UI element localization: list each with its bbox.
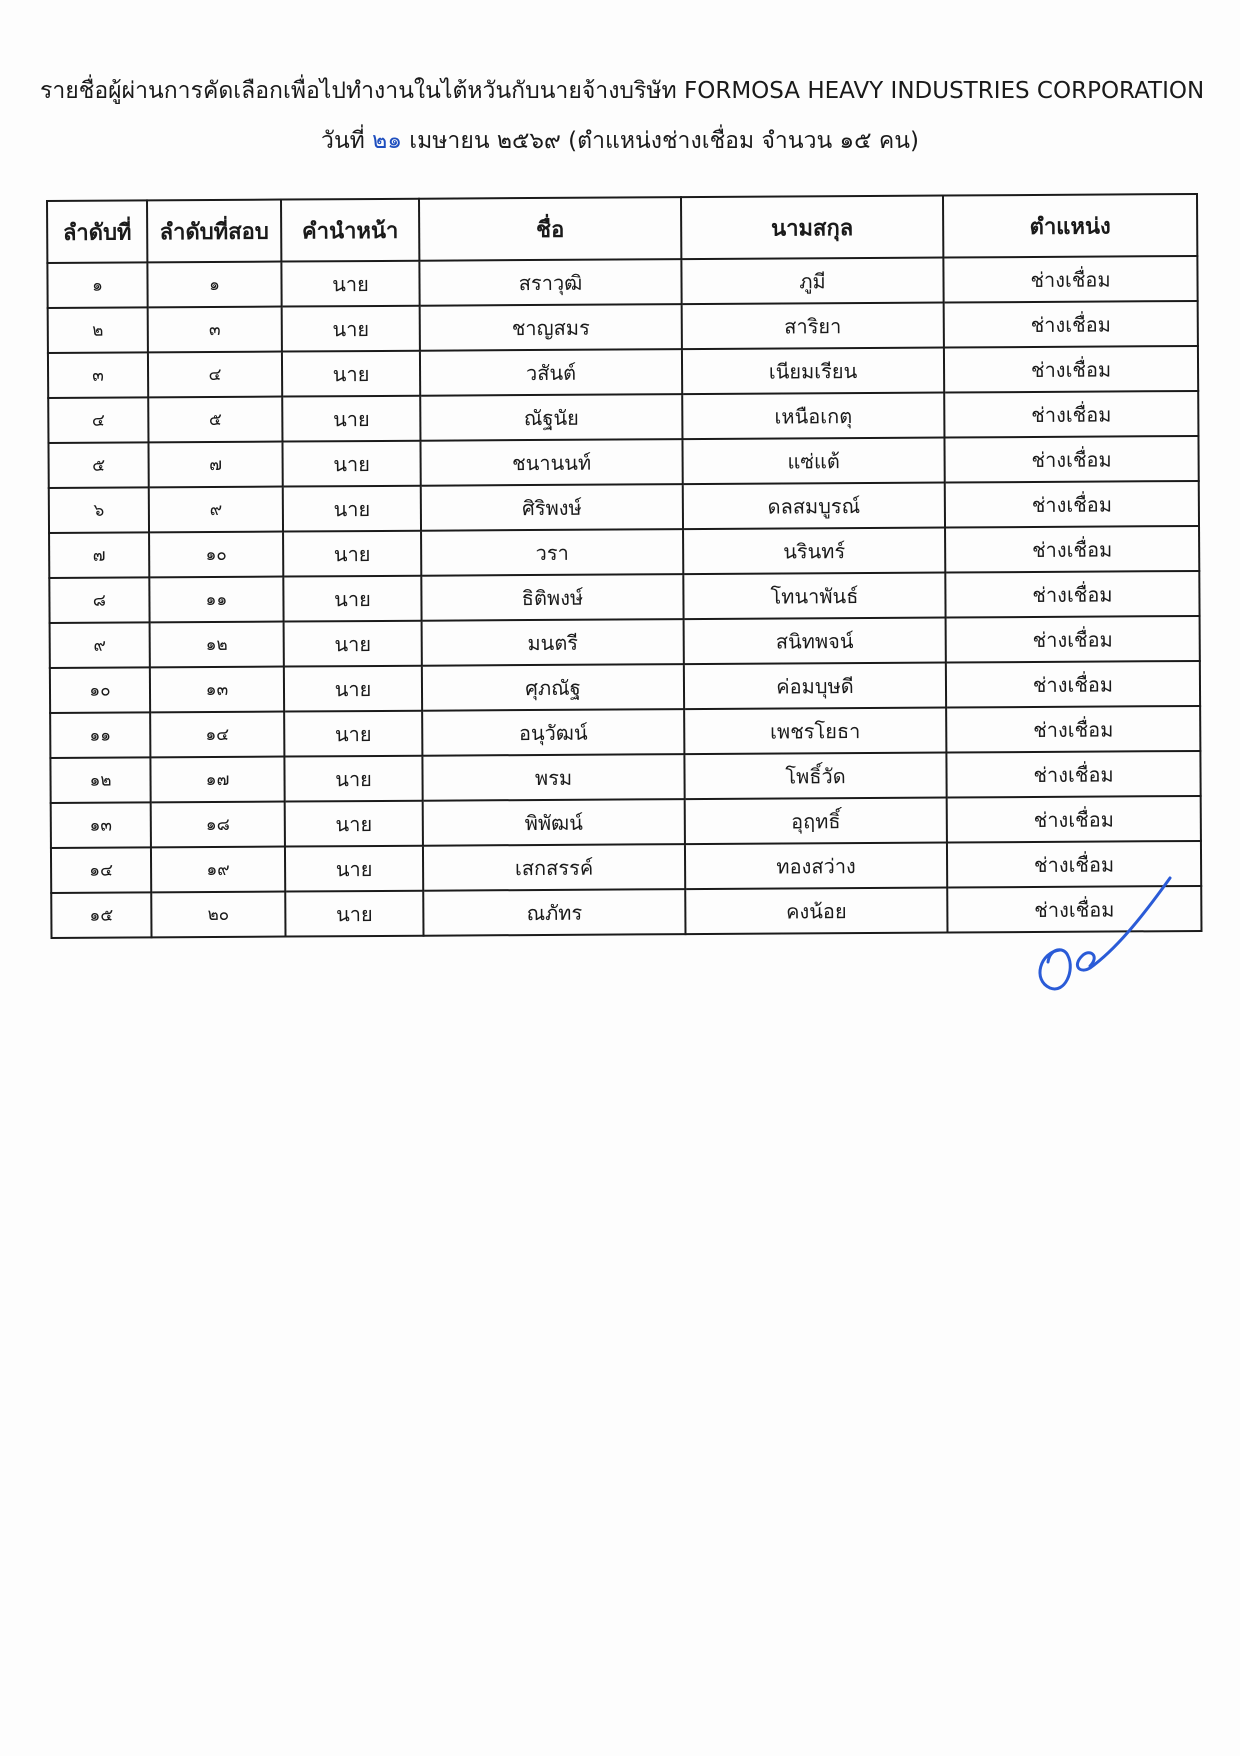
cell-last-name: แซ่แต้ <box>682 438 944 485</box>
cell-first-name: อนุวัฒน์ <box>422 709 684 756</box>
table-row <box>51 796 1201 848</box>
cell-no: ๕ <box>48 442 148 488</box>
cell-position: ช่างเชื่อม <box>944 346 1198 393</box>
cell-prefix: นาย <box>282 306 420 352</box>
cell-first-name: สราวุฒิ <box>419 259 681 306</box>
cell-prefix: นาย <box>283 576 421 622</box>
table-row <box>50 661 1200 713</box>
cell-last-name: สนิทพจน์ <box>684 618 946 665</box>
table-row <box>50 616 1200 668</box>
cell-no: ๘ <box>49 577 149 623</box>
cell-position: ช่างเชื่อม <box>946 616 1200 663</box>
cell-last-name: อุฤทธิ์ <box>685 798 947 845</box>
cell-exam-no: ๔ <box>148 352 282 398</box>
title-text: รายชื่อผู้ผ่านการคัดเลือกเพื่อไปทำงานในไต้หวันกับนายจ้างบริษัท FORMOSA HEAVY INDUSTRIES CORPORATION <box>40 78 1205 104</box>
cell-prefix: นาย <box>281 261 419 307</box>
table-row <box>49 571 1199 623</box>
cell-no: ๒ <box>48 307 148 353</box>
cell-first-name: วรา <box>421 529 683 576</box>
cell-first-name: ศิริพงษ์ <box>421 484 683 531</box>
table-row <box>48 346 1198 398</box>
header-exam-no: ลำดับที่สอบ <box>147 200 281 263</box>
cell-last-name: โทนาพันธ์ <box>683 573 945 620</box>
cell-prefix: นาย <box>283 531 421 577</box>
cell-position: ช่างเชื่อม <box>947 841 1201 888</box>
cell-last-name: เหนือเกตุ <box>682 393 944 440</box>
table-row <box>48 436 1198 488</box>
cell-position: ช่างเชื่อม <box>946 661 1200 708</box>
header-last-name: นามสกุล <box>681 196 943 260</box>
cell-no: ๑๔ <box>51 847 151 893</box>
cell-exam-no: ๒๐ <box>151 892 285 938</box>
cell-position: ช่างเชื่อม <box>947 886 1201 933</box>
cell-exam-no: ๓ <box>148 307 282 353</box>
cell-exam-no: ๙ <box>149 487 283 533</box>
cell-first-name: ธิติพงษ์ <box>421 574 683 621</box>
date-rest: เมษายน ๒๕๖๙ (ตำแหน่งช่างเชื่อม จำนวน ๑๕ คน) <box>409 128 919 154</box>
cell-last-name: ทองสว่าง <box>685 843 947 890</box>
cell-last-name: คงน้อย <box>685 888 947 935</box>
cell-prefix: นาย <box>285 801 423 847</box>
cell-prefix: นาย <box>284 621 422 667</box>
cell-position: ช่างเชื่อม <box>945 571 1199 618</box>
cell-prefix: นาย <box>284 666 422 712</box>
cell-position: ช่างเชื่อม <box>945 526 1199 573</box>
cell-last-name: ดลสมบูรณ์ <box>683 483 945 530</box>
cell-prefix: นาย <box>285 846 423 892</box>
cell-position: ช่างเชื่อม <box>946 751 1200 798</box>
cell-first-name: เสกสรรค์ <box>423 844 685 891</box>
cell-first-name: พิพัฒน์ <box>423 799 685 846</box>
header-no: ลำดับที่ <box>47 200 147 263</box>
cell-position: ช่างเชื่อม <box>943 256 1197 303</box>
cell-first-name: ณภัทร <box>423 889 685 936</box>
cell-prefix: นาย <box>284 756 422 802</box>
table-row <box>50 751 1200 803</box>
cell-no: ๖ <box>49 487 149 533</box>
table-row <box>49 526 1199 578</box>
cell-prefix: นาย <box>282 351 420 397</box>
cell-position: ช่างเชื่อม <box>947 796 1201 843</box>
cell-no: ๙ <box>50 622 150 668</box>
cell-first-name: ชาญสมร <box>420 304 682 351</box>
cell-exam-no: ๑๓ <box>150 667 284 713</box>
handwritten-signature <box>1020 870 1180 1010</box>
cell-last-name: สาริยา <box>682 303 944 350</box>
cell-no: ๑ <box>47 262 147 308</box>
cell-exam-no: ๑๔ <box>150 712 284 758</box>
cell-first-name: พรม <box>422 754 684 801</box>
document-title <box>40 78 1205 106</box>
cell-prefix: นาย <box>282 441 420 487</box>
cell-last-name: ค่อมบุษดี <box>684 663 946 710</box>
cell-exam-no: ๑๒ <box>150 622 284 668</box>
cell-position: ช่างเชื่อม <box>946 706 1200 753</box>
cell-last-name: นรินทร์ <box>683 528 945 575</box>
table-row <box>48 391 1198 443</box>
cell-exam-no: ๑๐ <box>149 532 283 578</box>
table-row <box>48 301 1198 353</box>
cell-no: ๔ <box>48 397 148 443</box>
cell-no: ๓ <box>48 352 148 398</box>
cell-exam-no: ๑๙ <box>151 847 285 893</box>
cell-prefix: นาย <box>284 711 422 757</box>
cell-last-name: โพธิ์วัด <box>684 753 946 800</box>
cell-position: ช่างเชื่อม <box>944 436 1198 483</box>
cell-first-name: ชนานนท์ <box>420 439 682 486</box>
cell-last-name: ภูมี <box>681 258 943 305</box>
date-prefix: วันที่ <box>321 128 365 154</box>
cell-exam-no: ๗ <box>148 442 282 488</box>
date-day: ๒๑ <box>372 128 402 154</box>
header-position: ตำแหน่ง <box>943 194 1197 258</box>
candidate-table <box>46 193 1202 939</box>
cell-first-name: มนตรี <box>422 619 684 666</box>
cell-last-name: เนียมเรียน <box>682 348 944 395</box>
cell-no: ๑๑ <box>50 712 150 758</box>
table-row <box>49 481 1199 533</box>
cell-position: ช่างเชื่อม <box>944 301 1198 348</box>
cell-exam-no: ๑ <box>147 262 281 308</box>
cell-last-name: เพชรโยธา <box>684 708 946 755</box>
cell-exam-no: ๑๑ <box>149 577 283 623</box>
cell-no: ๗ <box>49 532 149 578</box>
cell-first-name: ณัฐนัย <box>420 394 682 441</box>
cell-prefix: นาย <box>285 891 423 937</box>
cell-exam-no: ๑๗ <box>150 757 284 803</box>
cell-position: ช่างเชื่อม <box>944 391 1198 438</box>
cell-position: ช่างเชื่อม <box>945 481 1199 528</box>
document-subtitle <box>40 128 1200 156</box>
table-row <box>50 706 1200 758</box>
cell-no: ๑๓ <box>51 802 151 848</box>
cell-exam-no: ๑๘ <box>151 802 285 848</box>
cell-no: ๑๒ <box>50 757 150 803</box>
table-row <box>47 256 1197 308</box>
cell-no: ๑๐ <box>50 667 150 713</box>
cell-exam-no: ๕ <box>148 397 282 443</box>
header-prefix: คำนำหน้า <box>281 199 419 262</box>
header-first-name: ชื่อ <box>419 197 681 261</box>
table-header-row <box>47 194 1197 263</box>
cell-prefix: นาย <box>282 396 420 442</box>
cell-no: ๑๕ <box>51 892 151 938</box>
cell-first-name: วสันต์ <box>420 349 682 396</box>
signature-stroke <box>1077 878 1170 970</box>
cell-first-name: ศุภณัฐ <box>422 664 684 711</box>
signature-loop <box>1040 950 1070 989</box>
cell-prefix: นาย <box>283 486 421 532</box>
